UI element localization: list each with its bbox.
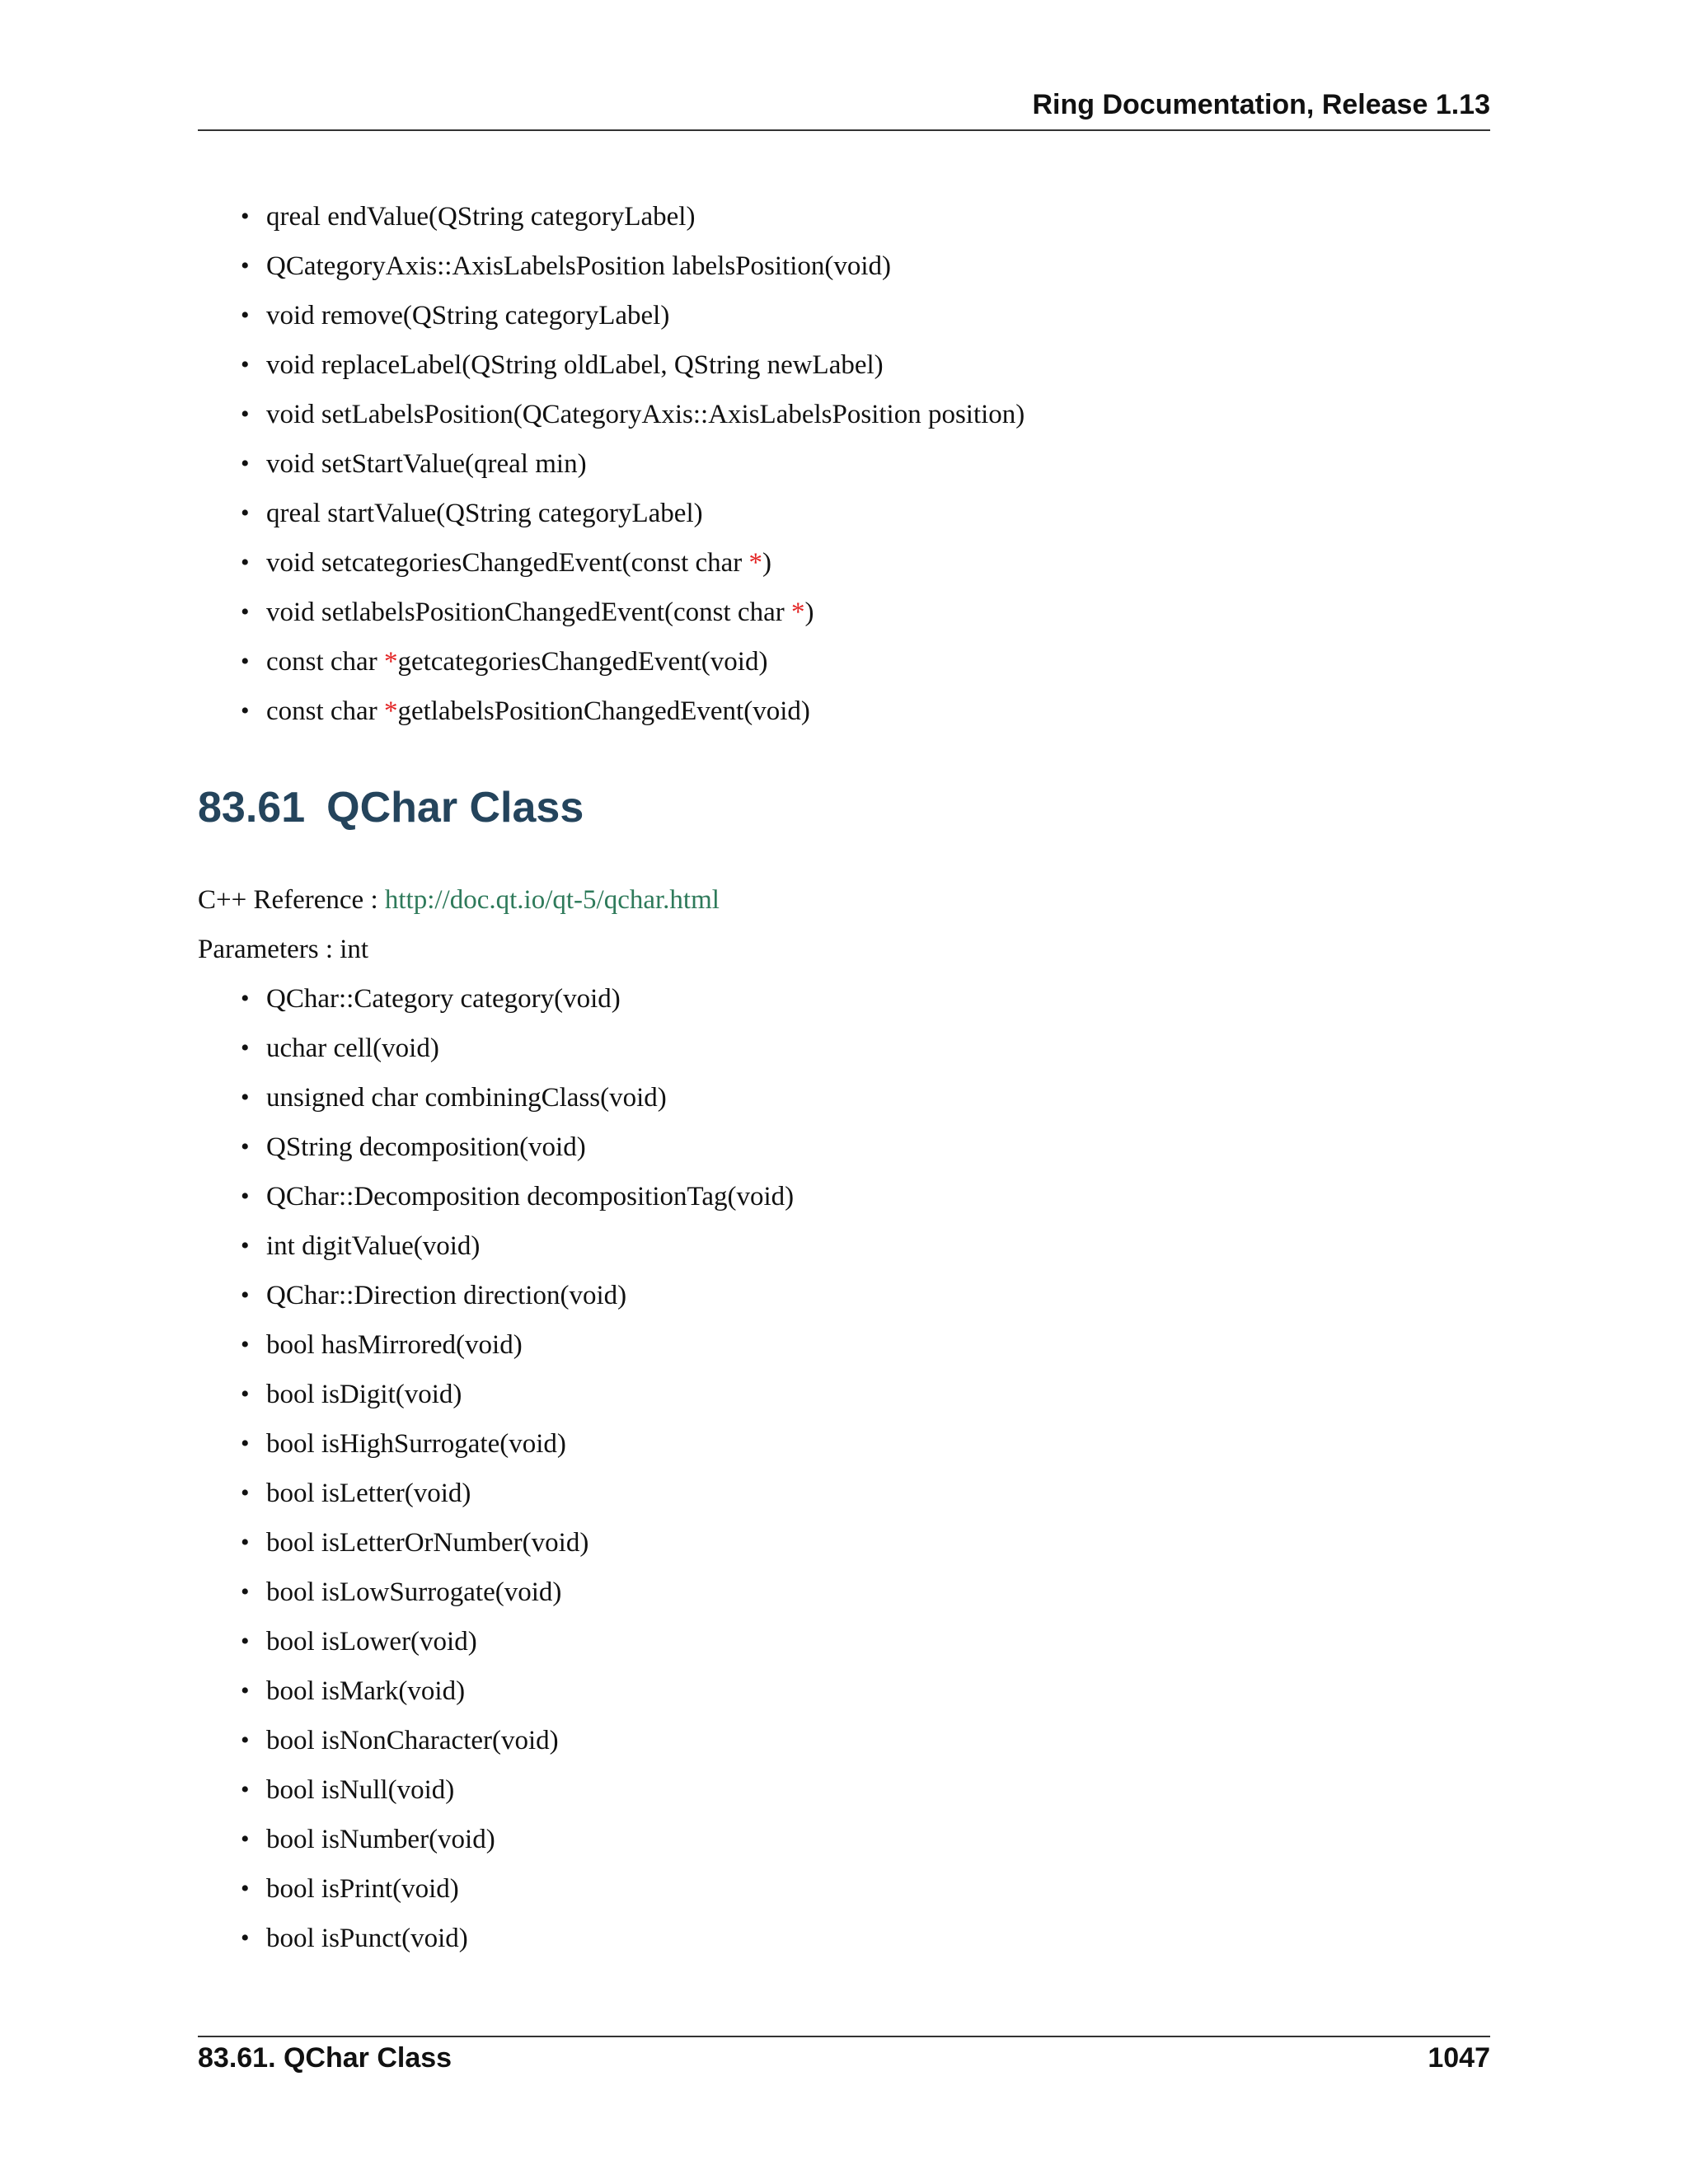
page-number: 1047: [1428, 2042, 1490, 2074]
bullet-icon: •: [241, 401, 250, 428]
list-item: • void setStartValue(qreal min): [198, 439, 1490, 489]
list-item: • bool isNonCharacter(void): [198, 1716, 1490, 1765]
list-item: • QChar::Decomposition decompositionTag(void): [198, 1172, 1490, 1221]
bullet-icon: •: [241, 203, 250, 230]
list-item: • bool isLetter(void): [198, 1469, 1490, 1518]
bullet-icon: •: [241, 697, 250, 724]
qcategoryaxis-method-list: [198, 192, 1490, 736]
list-item: • qreal endValue(QString categoryLabel): [198, 192, 1490, 241]
footer-divider: [198, 2036, 1490, 2037]
bullet-icon: •: [241, 598, 250, 626]
bullet-icon: •: [241, 252, 250, 279]
bullet-icon: •: [241, 1430, 250, 1457]
list-item: • bool isNumber(void): [198, 1815, 1490, 1864]
bullet-icon: •: [241, 1924, 250, 1952]
list-item: • void replaceLabel(QString oldLabel, QString newLabel): [198, 340, 1490, 390]
pointer-star: *: [383, 696, 398, 726]
list-item: • bool isMark(void): [198, 1666, 1490, 1716]
bullet-icon: •: [241, 1282, 250, 1309]
bullet-icon: •: [241, 1479, 250, 1507]
list-item: • void setlabelsPositionChangedEvent(const char *): [198, 588, 1490, 637]
qchar-method-list: [198, 974, 1490, 1963]
list-item: • bool isPrint(void): [198, 1864, 1490, 1914]
bullet-icon: •: [241, 549, 250, 576]
list-item: • void setcategoriesChangedEvent(const char *): [198, 538, 1490, 588]
bullet-icon: •: [241, 985, 250, 1012]
bullet-icon: •: [241, 1578, 250, 1605]
list-item: • bool isLowSurrogate(void): [198, 1568, 1490, 1617]
footer-section-title: 83.61. QChar Class: [198, 2042, 452, 2074]
list-item: • bool isPunct(void): [198, 1914, 1490, 1963]
bullet-icon: •: [241, 1529, 250, 1556]
parameters-line: Parameters : int: [198, 935, 369, 964]
bullet-icon: •: [241, 1825, 250, 1853]
pointer-star: *: [748, 548, 763, 578]
bullet-icon: •: [241, 1232, 250, 1259]
list-item: • QString decomposition(void): [198, 1122, 1490, 1172]
list-item: • const char *getcategoriesChangedEvent(void): [198, 637, 1490, 687]
bullet-icon: •: [241, 1183, 250, 1210]
bullet-icon: •: [241, 1677, 250, 1704]
list-item: • bool isLetterOrNumber(void): [198, 1518, 1490, 1568]
list-item: • qreal startValue(QString categoryLabel): [198, 489, 1490, 538]
pointer-star: *: [383, 647, 398, 677]
bullet-icon: •: [241, 1727, 250, 1754]
bullet-icon: •: [241, 351, 250, 378]
bullet-icon: •: [241, 1875, 250, 1902]
section-title: QChar Class: [326, 784, 584, 832]
running-header: Ring Documentation, Release 1.13: [1032, 89, 1490, 120]
header-divider: [198, 129, 1490, 131]
section-heading: [198, 783, 584, 832]
section-number: 83.61: [198, 784, 306, 832]
list-item: • bool isNull(void): [198, 1765, 1490, 1815]
list-item: • int digitValue(void): [198, 1221, 1490, 1271]
cpp-reference-link[interactable]: http://doc.qt.io/qt-5/qchar.html: [384, 885, 720, 915]
document-page: [198, 0, 1490, 2184]
list-item: • QChar::Direction direction(void): [198, 1271, 1490, 1320]
list-item: • bool isDigit(void): [198, 1370, 1490, 1419]
bullet-icon: •: [241, 1331, 250, 1358]
list-item: • uchar cell(void): [198, 1024, 1490, 1073]
list-item: • const char *getlabelsPositionChangedEvent(void): [198, 687, 1490, 736]
bullet-icon: •: [241, 1084, 250, 1111]
bullet-icon: •: [241, 1034, 250, 1062]
bullet-icon: •: [241, 1380, 250, 1408]
bullet-icon: •: [241, 499, 250, 527]
cpp-reference-line: C++ Reference : http://doc.qt.io/qt-5/qchar.html: [198, 885, 720, 915]
bullet-icon: •: [241, 1776, 250, 1803]
bullet-icon: •: [241, 1133, 250, 1160]
bullet-icon: •: [241, 450, 250, 477]
pointer-star: *: [790, 598, 805, 627]
bullet-icon: •: [241, 1628, 250, 1655]
list-item: • void remove(QString categoryLabel): [198, 291, 1490, 340]
list-item: • QCategoryAxis::AxisLabelsPosition labelsPosition(void): [198, 241, 1490, 291]
list-item: • bool isLower(void): [198, 1617, 1490, 1666]
bullet-icon: •: [241, 302, 250, 329]
list-item: • unsigned char combiningClass(void): [198, 1073, 1490, 1122]
list-item: • void setLabelsPosition(QCategoryAxis::AxisLabelsPosition position): [198, 390, 1490, 439]
list-item: • QChar::Category category(void): [198, 974, 1490, 1024]
list-item: • bool hasMirrored(void): [198, 1320, 1490, 1370]
list-item: • bool isHighSurrogate(void): [198, 1419, 1490, 1469]
bullet-icon: •: [241, 648, 250, 675]
